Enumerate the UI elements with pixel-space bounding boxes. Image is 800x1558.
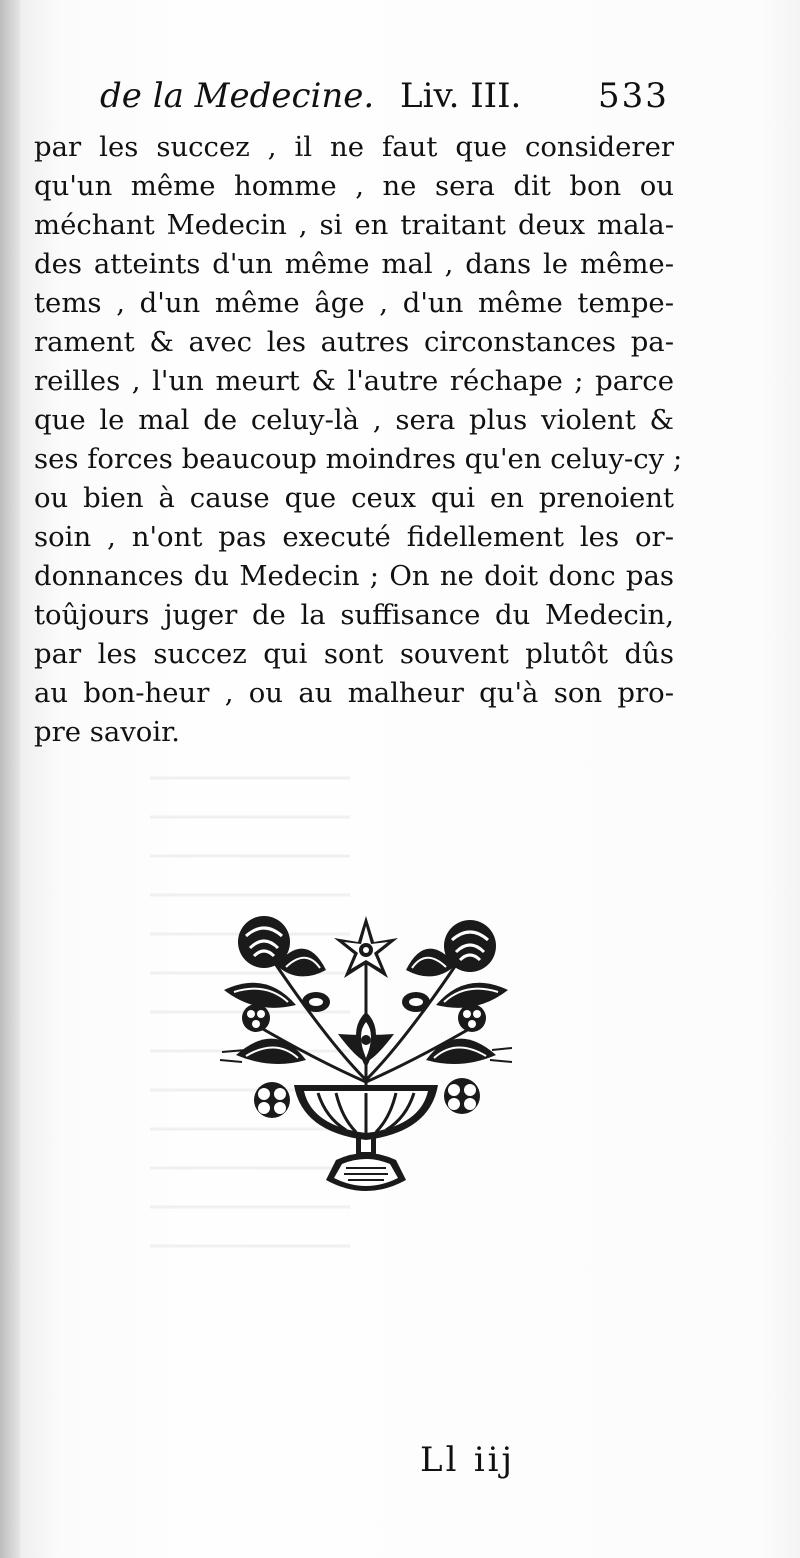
- text-line: par les succez , il ne faut que considerer: [34, 131, 674, 163]
- flower-basket-ornament: [216, 910, 516, 1205]
- running-title: de la Medecine.: [100, 76, 375, 116]
- page-gutter-shadow: [0, 0, 20, 1558]
- text-line: soin , n'ont pas executé fidellement les or-: [34, 521, 674, 553]
- text-line: rament & avec les autres circonstances pa-: [34, 326, 674, 358]
- body-text: [34, 128, 683, 752]
- signature-mark: [420, 1440, 515, 1480]
- text-line: tems , d'un même âge , d'un même tempe-: [34, 287, 674, 319]
- text-line: par les succez qui sont souvent plutôt dûs: [34, 638, 674, 670]
- page-number: 533: [598, 76, 669, 116]
- text-line: des atteints d'un même mal , dans le même-: [34, 248, 674, 280]
- signature-letters: Ll: [420, 1440, 460, 1480]
- text-line: méchant Medecin , si en traitant deux mala-: [34, 209, 674, 241]
- signature-numeral: iij: [473, 1440, 516, 1480]
- text-line: ou bien à cause que ceux qui en prenoient: [34, 482, 674, 514]
- book-number: Liv. III.: [400, 76, 522, 116]
- text-line: toûjours juger de la suffisance du Medecin,: [34, 599, 674, 631]
- running-header: [100, 72, 690, 122]
- text-line: que le mal de celuy-là , sera plus violent &: [34, 404, 674, 436]
- text-line: donnances du Medecin ; On ne doit donc pas: [34, 560, 674, 592]
- text-line: pre savoir.: [34, 716, 181, 748]
- text-line: ses forces beaucoup moindres qu'en celuy-cy ;: [34, 443, 683, 475]
- text-line: au bon-heur , ou au malheur qu'à son pro-: [34, 677, 674, 709]
- text-line: reilles , l'un meurt & l'autre réchape ; parce: [34, 365, 674, 397]
- text-line: qu'un même homme , ne sera dit bon ou: [34, 170, 674, 202]
